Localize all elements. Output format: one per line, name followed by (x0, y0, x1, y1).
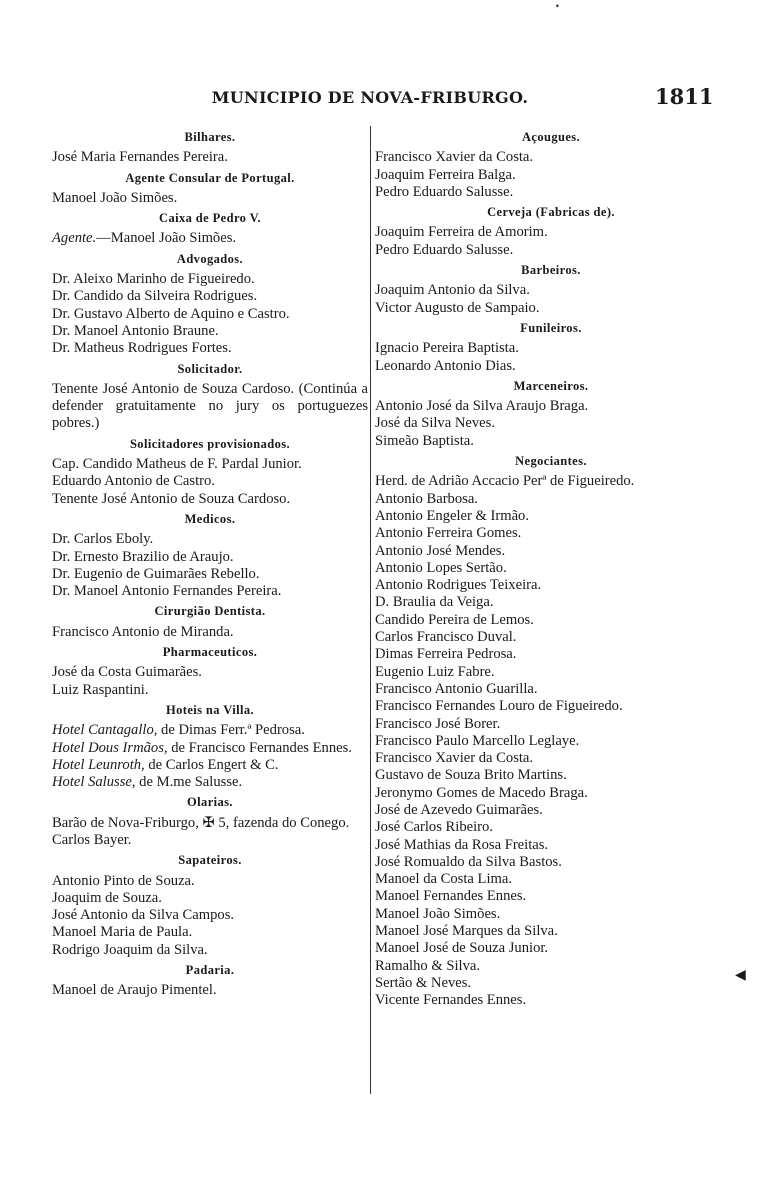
section-cerveja (375, 204, 727, 259)
agent-label: Agente. (52, 230, 97, 247)
section-solicitadores (52, 436, 368, 508)
list-item: Dr. Manoel Antonio Fernandes Pereira. (52, 583, 282, 600)
list-item: José Carlos Ribeiro. (375, 819, 493, 836)
section-title: Pharmaceuticos. (162, 645, 258, 660)
list-item: Manoel da Costa Lima. (375, 871, 512, 888)
page-title: MUNICIPIO DE NOVA-FRIBURGO. (211, 88, 529, 107)
list-item: Manoel João Simões. (375, 905, 501, 922)
list-item: Joaquim de Souza. (52, 889, 162, 906)
list-item: Manoel José de Souza Junior. (375, 940, 549, 957)
section-funileiros (375, 320, 727, 375)
list-item: Carlos Francisco Duval. (375, 629, 517, 646)
list-item: Manoel José Marques da Silva. (375, 923, 558, 940)
list-item: Francisco Fernandes Louro de Figueiredo. (375, 698, 623, 715)
list-item: Dr. Manoel Antonio Braune. (52, 322, 219, 339)
list-item: Barão de Nova-Friburgo, ✠ 5, fazenda do Conego. (52, 814, 350, 831)
list-item: D. Braulia da Veiga. (375, 594, 494, 611)
list-item (52, 757, 368, 774)
list-item: Francisco Xavier da Costa. (375, 750, 534, 767)
hotel-owner: de Carlos Engert & C. (144, 756, 279, 773)
list-item: Joaquim Ferreira Balga. (375, 166, 516, 183)
section-marceneiros (375, 378, 727, 450)
list-item: Manoel Fernandes Ennes. (375, 888, 527, 905)
section-medicos (52, 511, 368, 600)
list-item: Candido Pereira de Lemos. (375, 611, 534, 628)
section-advogados (52, 251, 368, 358)
ink-speck: • (555, 2, 560, 11)
list-item: Sertão & Neves. (375, 974, 472, 991)
list-item: Manoel João Simões. (52, 189, 178, 206)
list-item: José Maria Fernandes Pereira. (52, 149, 228, 166)
section-title: Solicitadores provisionados. (129, 436, 291, 451)
list-item: Antonio Engeler & Irmão. (375, 507, 530, 524)
right-column (375, 126, 727, 1010)
hotel-owner: de Francisco Fernandes Ennes. (167, 739, 352, 756)
list-item (52, 230, 368, 247)
section-caixa (52, 210, 368, 248)
list-item: Tenente José Antonio de Souza Cardoso. (Continúa a defender gratuitamente no jury os portuguezes pobres.) (52, 380, 368, 432)
list-item: Victor Augusto de Sampaio. (375, 299, 540, 316)
list-item: Cap. Candido Matheus de F. Pardal Junior. (52, 456, 302, 473)
margin-arrow-icon: ◀ (735, 967, 746, 983)
list-item: Pedro Eduardo Salusse. (375, 241, 514, 258)
section-title: Agente Consular de Portugal. (125, 170, 295, 185)
list-item: Vicente Fernandes Ennes. (375, 992, 527, 1009)
section-title: Bilhares. (184, 130, 236, 144)
section-pharmaceuticos (52, 644, 368, 699)
list-item: Manoel de Araujo Pimentel. (52, 982, 217, 999)
section-hoteis (52, 702, 368, 791)
list-item: Dr. Ernesto Brazilio de Araujo. (52, 548, 234, 565)
list-item: Antonio Lopes Sertão. (375, 559, 507, 576)
list-item: Herd. de Adrião Accacio Perª de Figueiredo. (375, 473, 635, 490)
list-item: Manoel Maria de Paula. (52, 924, 193, 941)
section-acougues (375, 129, 727, 201)
list-item: Francisco José Borer. (375, 715, 501, 732)
section-title: Sapateiros. (178, 853, 242, 868)
list-item: Antonio José Mendes. (375, 542, 506, 559)
list-item: José da Costa Guimarães. (52, 664, 202, 681)
section-barbeiros (375, 262, 727, 317)
section-title: Caixa de Pedro V. (159, 211, 261, 226)
list-item (52, 722, 368, 739)
list-item: Tenente José Antonio de Souza Cardoso. (52, 490, 291, 507)
list-item: Dr. Gustavo Alberto de Aquino e Castro. (52, 305, 290, 322)
list-item: José da Silva Neves. (375, 415, 495, 432)
section-title: Advogados. (176, 251, 244, 266)
list-item: Antonio Ferreira Gomes. (375, 525, 522, 542)
section-negociantes (375, 453, 727, 1010)
section-solicitador (52, 361, 368, 433)
list-item: Joaquim Ferreira de Amorim. (375, 224, 548, 241)
section-title: Olarias. (187, 795, 233, 810)
list-item: Simeão Baptista. (375, 432, 474, 449)
section-padaria (52, 962, 368, 1000)
page-number: 1811 (655, 84, 714, 109)
section-cirurgiao (52, 603, 368, 641)
section-sapateiros (52, 852, 368, 959)
section-agente (52, 170, 368, 208)
hotel-name: Hotel Leunroth, (52, 756, 145, 773)
hotel-name: Hotel Salusse, (52, 774, 136, 791)
list-item: Antonio Pinto de Souza. (52, 872, 195, 889)
section-title: Padaria. (185, 963, 235, 978)
section-title: Açougues. (521, 130, 581, 144)
hotel-name: Hotel Dous Irmãos, (52, 739, 168, 756)
hotel-owner: de M.me Salusse. (135, 774, 243, 791)
hotel-name: Hotel Cantagallo, (52, 722, 158, 739)
list-item: José Romualdo da Silva Bastos. (375, 853, 562, 870)
list-item: Gustavo de Souza Brito Martins. (375, 767, 567, 784)
section-title: Funileiros. (520, 320, 582, 335)
column-divider (370, 126, 371, 1094)
list-item: Eduardo Antonio de Castro. (52, 473, 215, 490)
list-item: Francisco Antonio de Miranda. (52, 623, 234, 640)
section-title: Cirurgião Dentista. (154, 604, 266, 619)
list-item (52, 740, 368, 757)
list-item: Dr. Carlos Eboly. (52, 531, 154, 548)
agent-name: —Manoel João Simões. (96, 230, 237, 247)
list-item: Carlos Bayer. (52, 831, 132, 848)
list-item: Ignacio Pereira Baptista. (375, 340, 519, 357)
list-item: José Antonio da Silva Campos. (52, 907, 235, 924)
list-item: Ramalho & Silva. (375, 957, 480, 974)
list-item: Luiz Raspantini. (52, 681, 149, 698)
left-column (52, 126, 368, 1000)
section-title: Barbeiros. (521, 263, 581, 278)
section-title: Marceneiros. (513, 378, 589, 393)
section-title: Solicitador. (177, 361, 243, 376)
list-item: Francisco Antonio Guarilla. (375, 680, 538, 697)
list-item: José de Azevedo Guimarães. (375, 801, 543, 818)
list-item: Dr. Eugenio de Guimarães Rebello. (52, 565, 260, 582)
list-item: Rodrigo Joaquim da Silva. (52, 941, 208, 958)
section-title: Hoteis na Villa. (165, 702, 254, 717)
list-item: Dimas Ferreira Pedrosa. (375, 646, 517, 663)
list-item: Francisco Paulo Marcello Leglaye. (375, 732, 580, 749)
section-olarias (52, 794, 368, 849)
list-item: Francisco Xavier da Costa. (375, 149, 534, 166)
list-item: Antonio Barbosa. (375, 490, 478, 507)
list-item: Dr. Matheus Rodrigues Fortes. (52, 340, 232, 357)
list-item (52, 774, 368, 791)
list-item: Joaquim Antonio da Silva. (375, 282, 530, 299)
hotel-owner: de Dimas Ferr.ª Pedrosa. (157, 722, 305, 739)
list-item: Antonio Rodrigues Teixeira. (375, 577, 542, 594)
section-title: Medicos. (184, 511, 236, 526)
list-item: Dr. Aleixo Marinho de Figueiredo. (52, 271, 255, 288)
section-title: Cerveja (Fabricas de). (487, 205, 615, 220)
list-item: Dr. Candido da Silveira Rodrigues. (52, 288, 258, 305)
list-item: José Mathias da Rosa Freitas. (375, 836, 549, 853)
section-bilhares (52, 129, 368, 167)
list-item: Jeronymo Gomes de Macedo Braga. (375, 784, 588, 801)
list-item: Leonardo Antonio Dias. (375, 357, 516, 374)
list-item: Antonio José da Silva Araujo Braga. (375, 398, 589, 415)
list-item: Pedro Eduardo Salusse. (375, 183, 514, 200)
list-item: Eugenio Luiz Fabre. (375, 663, 495, 680)
section-title: Negociantes. (515, 454, 587, 469)
